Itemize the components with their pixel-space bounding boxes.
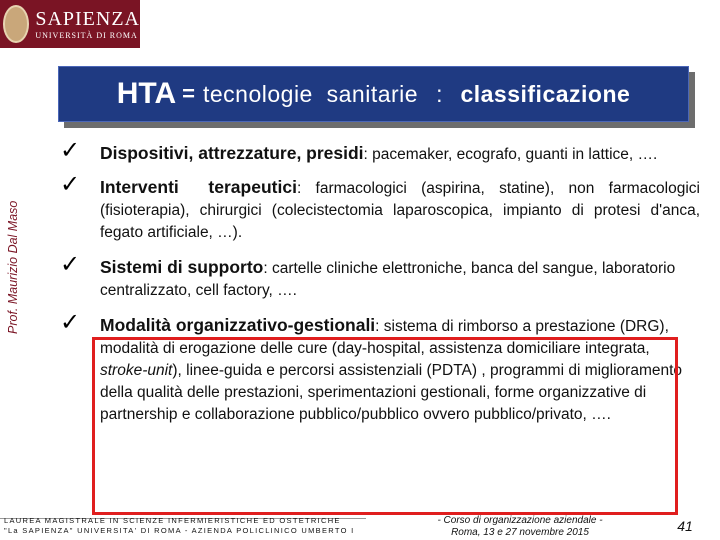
bullet-text: : farmacologici (aspirina, statine), non farmacologici (fisioterapia), chirurgici (colecistectomia laparoscopica, impianto di protesi d'anca, fegato artificiale, …). — [100, 180, 700, 241]
bullet-text-emphasis: stroke-unit — [100, 362, 173, 379]
checkmark-icon: ✓ — [60, 171, 81, 198]
footer-course: LAUREA MAGISTRALE IN SCIENZE INFERMIERISTICHE ED OSTETRICHE — [4, 516, 341, 525]
checkmark-icon: ✓ — [60, 251, 81, 278]
footer-course-name: - Corso di organizzazione aziendale - — [437, 515, 603, 526]
checkmark-icon: ✓ — [60, 309, 81, 336]
logo-name: SAPIENZA — [35, 8, 140, 30]
bullet-heading: Sistemi di supporto — [100, 257, 264, 277]
bullet-heading: Interventi terapeutici — [100, 177, 297, 197]
sapienza-logo — [0, 0, 140, 48]
author-name: Prof. Maurizio Dal Maso — [6, 200, 20, 334]
bullet-heading: Modalità organizzativo-gestionali — [100, 315, 376, 335]
title-classification: classificazione — [460, 80, 631, 107]
logo-text — [35, 8, 140, 40]
footer-date: Roma, 13 e 27 novembre 2015 — [451, 527, 589, 538]
side-author — [2, 200, 24, 494]
checkmark-icon: ✓ — [60, 137, 81, 164]
slide-title — [58, 66, 689, 122]
bullet-item — [60, 171, 700, 244]
title-equals: = — [182, 81, 195, 106]
bullet-text-part: ), linee-guida e percorsi assistenziali (PDTA) , programmi di miglioramento della qualità delle prestazioni, sperimentazioni gestionali, forme organizzative di partnership e collaborazione pubblico/pubblico ovvero pubblico/privato, …. — [100, 362, 683, 423]
bullet-text-part: : sistema di rimborso a prestazione (DRG), modalità di erogazione delle cure (day-hospital, assistenza domiciliare integrata, — [100, 318, 669, 357]
university-seal-icon — [3, 5, 29, 43]
footer-institution — [4, 516, 364, 536]
bullet-item — [60, 251, 700, 302]
title-hta: HTA — [116, 77, 177, 110]
title-colon: : — [436, 80, 443, 107]
footer-university: "La SAPIENZA" UNIVERSITA' DI ROMA - AZIENDA POLICLINICO UMBERTO I — [4, 526, 355, 535]
bullet-heading: Dispositivi, attrezzature, presidi — [100, 143, 364, 163]
logo-subtitle: UNIVERSITÀ DI ROMA — [35, 31, 138, 40]
page-number: 41 — [677, 518, 693, 534]
bullet-item — [60, 309, 700, 426]
bullet-item — [60, 137, 700, 166]
bullet-list — [60, 134, 700, 426]
bullet-text: : pacemaker, ecografo, guanti in lattice, …. — [363, 146, 658, 163]
title-middle: tecnologie sanitarie — [202, 80, 419, 107]
bullet-text: : cartelle cliniche elettroniche, banca del sangue, laboratorio centralizzato, cell factory, …. — [100, 260, 676, 299]
footer-event — [420, 515, 620, 539]
